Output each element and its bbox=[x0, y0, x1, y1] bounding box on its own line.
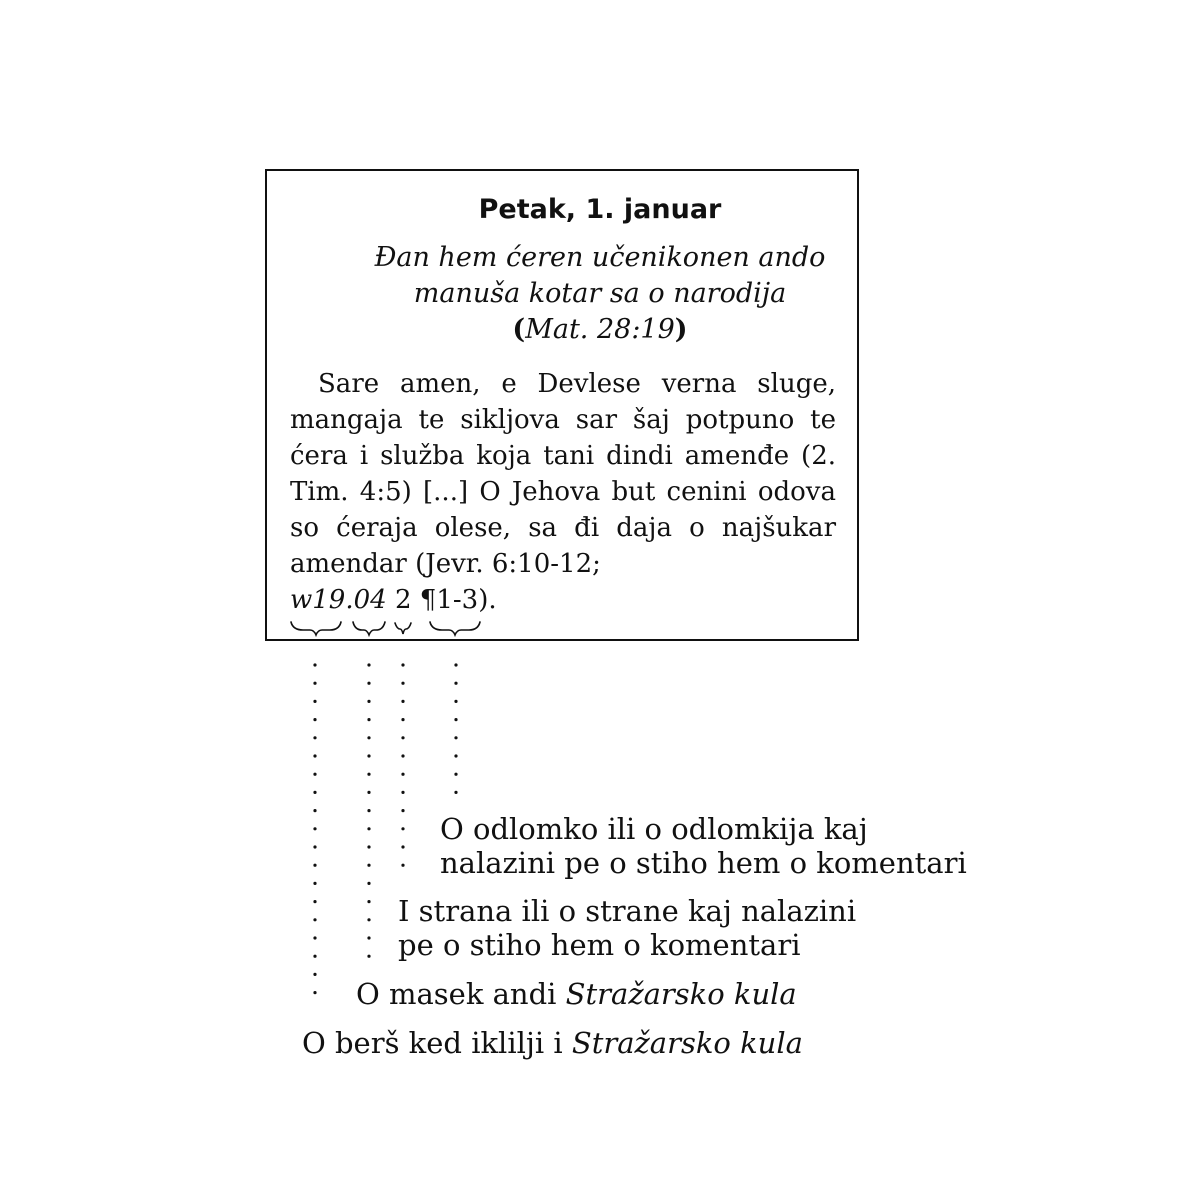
label-year-magazine: Stražarsko kula bbox=[571, 1026, 803, 1060]
source-end: ). bbox=[478, 585, 497, 615]
ref-open-paren: ( bbox=[512, 314, 526, 345]
label-paragraph-line-1: O odlomko ili o odlomkija kaj bbox=[440, 812, 868, 846]
label-issue-explanation bbox=[356, 977, 797, 1011]
card-theme-line-2: manuša kotar sa o narodija bbox=[413, 278, 787, 309]
card-theme-text bbox=[0, 240, 1200, 348]
card-body-text: Sare amen, e Devlese verna sluge, mangaja te sikljova sar šaj potpuno te ćera i služba koja tani dindi amenđe (2. Tim. 4:5) [...] O Jehova but cenini odova so ćeraja olese, sa đi daja o najšukar amendar (Jevr. 6:10-12; bbox=[290, 369, 836, 579]
label-page-line-2: pe o stiho hem o komentari bbox=[398, 928, 801, 962]
label-page-line-1: I strana ili o strane kaj nalazini bbox=[398, 894, 857, 928]
source-paragraph: ¶1-3 bbox=[419, 585, 479, 615]
source-year: w19 bbox=[290, 585, 346, 615]
card-source-citation bbox=[290, 582, 497, 618]
label-paragraph-line-2: nalazini pe o stiho hem o komentari bbox=[440, 846, 967, 880]
card-date: Petak, 1. januar bbox=[478, 194, 722, 225]
label-year-explanation bbox=[302, 1026, 803, 1060]
label-issue-prefix: O masek andi bbox=[356, 977, 566, 1011]
source-issue: .04 bbox=[345, 585, 387, 615]
card-theme-reference bbox=[0, 312, 1200, 348]
label-page-explanation bbox=[398, 894, 856, 962]
label-year-prefix: O berš ked iklilji i bbox=[302, 1026, 572, 1060]
source-page: 2 bbox=[394, 585, 412, 615]
card-theme-line-1: Đan hem ćeren učenikonen ando bbox=[374, 242, 826, 273]
label-paragraph-explanation bbox=[440, 812, 967, 880]
ref-close-paren: ) bbox=[674, 314, 688, 345]
label-issue-magazine: Stražarsko kula bbox=[565, 977, 797, 1011]
ref-scripture: Mat. 28:19 bbox=[525, 314, 675, 345]
